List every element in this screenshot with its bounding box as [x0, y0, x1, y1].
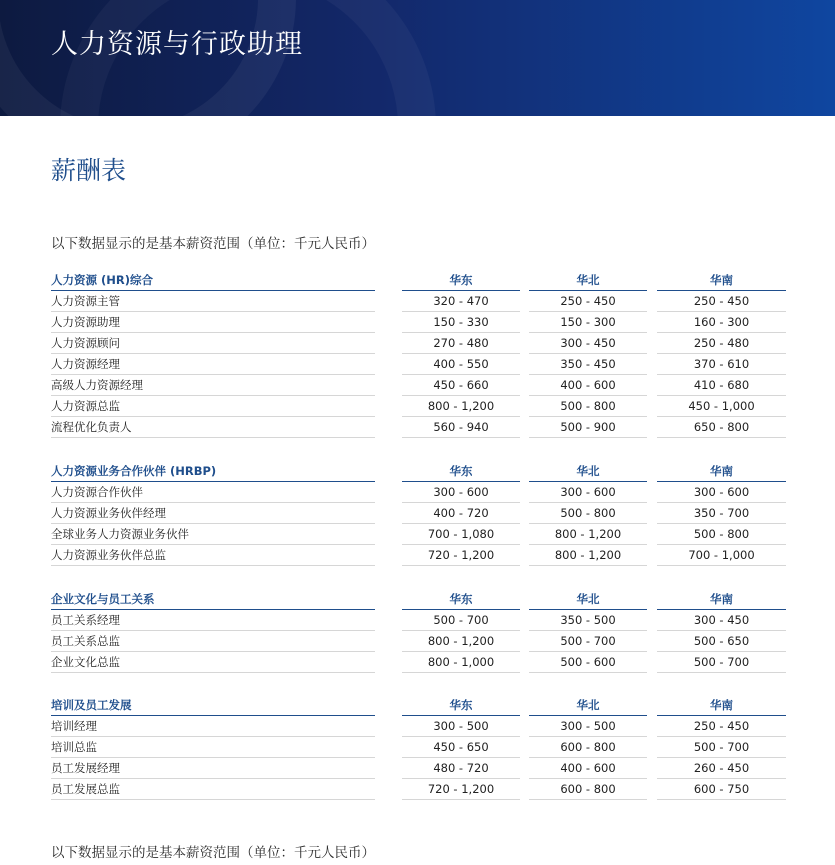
- salary-range: 300 - 600: [529, 483, 647, 503]
- region-header: 华东: [402, 590, 520, 610]
- salary-range: 250 - 450: [657, 717, 786, 737]
- salary-range: 150 - 300: [529, 313, 647, 333]
- region-header: 华南: [657, 462, 786, 482]
- salary-range: 500 - 800: [529, 397, 647, 417]
- category-heading: 人力资源业务合作伙伴 (HRBP): [51, 462, 375, 482]
- salary-range: 300 - 500: [529, 717, 647, 737]
- salary-range: 450 - 660: [402, 376, 520, 396]
- role-name: 员工发展总监: [51, 780, 375, 800]
- salary-range: 410 - 680: [657, 376, 786, 396]
- salary-range: 500 - 800: [657, 525, 786, 545]
- table-row: [51, 525, 786, 546]
- salary-range: 250 - 450: [529, 292, 647, 312]
- role-name: 人力资源经理: [51, 355, 375, 375]
- salary-range: 350 - 450: [529, 355, 647, 375]
- table-header-row: [51, 590, 786, 611]
- role-name: 人力资源业务伙伴总监: [51, 546, 375, 566]
- salary-table-culture-relations: [51, 590, 786, 674]
- region-header: 华北: [529, 271, 647, 291]
- salary-range: 600 - 750: [657, 780, 786, 800]
- role-name: 全球业务人力资源业务伙伴: [51, 525, 375, 545]
- role-name: 人力资源顾问: [51, 334, 375, 354]
- role-name: 人力资源主管: [51, 292, 375, 312]
- salary-range: 400 - 600: [529, 376, 647, 396]
- role-name: 人力资源业务伙伴经理: [51, 504, 375, 524]
- salary-range: 500 - 700: [402, 611, 520, 631]
- salary-range: 500 - 700: [657, 738, 786, 758]
- salary-range: 500 - 900: [529, 418, 647, 438]
- category-heading: 人力资源 (HR)综合: [51, 271, 375, 291]
- table-row: [51, 334, 786, 355]
- salary-table-hr-general: [51, 271, 786, 439]
- salary-range: 600 - 800: [529, 738, 647, 758]
- banner-title: 人力资源与行政助理: [51, 29, 303, 60]
- salary-range: 800 - 1,000: [402, 653, 520, 673]
- table-row: [51, 504, 786, 525]
- salary-range: 350 - 500: [529, 611, 647, 631]
- table-row: [51, 483, 786, 504]
- table-header-row: [51, 462, 786, 483]
- salary-range: 150 - 330: [402, 313, 520, 333]
- table-row: [51, 611, 786, 632]
- role-name: 员工发展经理: [51, 759, 375, 779]
- region-header: 华北: [529, 696, 647, 716]
- salary-range: 500 - 800: [529, 504, 647, 524]
- table-row: [51, 780, 786, 801]
- table-row: [51, 759, 786, 780]
- role-name: 人力资源助理: [51, 313, 375, 333]
- salary-range: 500 - 700: [657, 653, 786, 673]
- role-name: 员工关系经理: [51, 611, 375, 631]
- role-name: 培训经理: [51, 717, 375, 737]
- salary-range: 720 - 1,200: [402, 546, 520, 566]
- role-name: 流程优化负责人: [51, 418, 375, 438]
- table-row: [51, 632, 786, 653]
- salary-range: 370 - 610: [657, 355, 786, 375]
- salary-range: 350 - 700: [657, 504, 786, 524]
- salary-range: 800 - 1,200: [529, 525, 647, 545]
- table-row: [51, 738, 786, 759]
- salary-range: 400 - 550: [402, 355, 520, 375]
- salary-range: 700 - 1,000: [657, 546, 786, 566]
- salary-range: 300 - 450: [529, 334, 647, 354]
- table-row: [51, 546, 786, 567]
- category-heading: 培训及员工发展: [51, 696, 375, 716]
- salary-range: 300 - 600: [657, 483, 786, 503]
- region-header: 华北: [529, 590, 647, 610]
- category-heading: 企业文化与员工关系: [51, 590, 375, 610]
- region-header: 华南: [657, 271, 786, 291]
- salary-range: 400 - 720: [402, 504, 520, 524]
- salary-range: 450 - 1,000: [657, 397, 786, 417]
- salary-range: 500 - 600: [529, 653, 647, 673]
- salary-table-training-development: [51, 696, 786, 801]
- salary-range: 560 - 940: [402, 418, 520, 438]
- salary-range: 800 - 1,200: [402, 632, 520, 652]
- salary-range: 480 - 720: [402, 759, 520, 779]
- role-name: 企业文化总监: [51, 653, 375, 673]
- intro-text: 以下数据显示的是基本薪资范围（单位：千元人民币）: [51, 236, 375, 252]
- role-name: 培训总监: [51, 738, 375, 758]
- salary-range: 700 - 1,080: [402, 525, 520, 545]
- salary-range: 300 - 450: [657, 611, 786, 631]
- table-row: [51, 376, 786, 397]
- table-row: [51, 292, 786, 313]
- salary-range: 300 - 600: [402, 483, 520, 503]
- table-row: [51, 313, 786, 334]
- salary-range: 500 - 700: [529, 632, 647, 652]
- region-header: 华东: [402, 462, 520, 482]
- section-title: 薪酬表: [51, 156, 127, 185]
- region-header: 华东: [402, 696, 520, 716]
- table-row: [51, 397, 786, 418]
- role-name: 员工关系总监: [51, 632, 375, 652]
- region-header: 华南: [657, 696, 786, 716]
- table-header-row: [51, 271, 786, 292]
- salary-range: 400 - 600: [529, 759, 647, 779]
- header-banner: [0, 0, 835, 116]
- table-row: [51, 653, 786, 674]
- table-row: [51, 418, 786, 439]
- salary-table-hrbp: [51, 462, 786, 567]
- salary-range: 650 - 800: [657, 418, 786, 438]
- salary-range: 160 - 300: [657, 313, 786, 333]
- region-header: 华北: [529, 462, 647, 482]
- salary-range: 450 - 650: [402, 738, 520, 758]
- region-header: 华东: [402, 271, 520, 291]
- salary-range: 500 - 650: [657, 632, 786, 652]
- salary-range: 800 - 1,200: [402, 397, 520, 417]
- salary-range: 250 - 450: [657, 292, 786, 312]
- region-header: 华南: [657, 590, 786, 610]
- role-name: 高级人力资源经理: [51, 376, 375, 396]
- salary-range: 800 - 1,200: [529, 546, 647, 566]
- table-header-row: [51, 696, 786, 717]
- salary-range: 300 - 500: [402, 717, 520, 737]
- salary-range: 720 - 1,200: [402, 780, 520, 800]
- table-row: [51, 355, 786, 376]
- salary-range: 260 - 450: [657, 759, 786, 779]
- role-name: 人力资源合作伙伴: [51, 483, 375, 503]
- salary-range: 600 - 800: [529, 780, 647, 800]
- salary-range: 270 - 480: [402, 334, 520, 354]
- table-row: [51, 717, 786, 738]
- salary-range: 320 - 470: [402, 292, 520, 312]
- footer-intro-text: 以下数据显示的是基本薪资范围（单位：千元人民币）: [51, 845, 375, 861]
- salary-range: 250 - 480: [657, 334, 786, 354]
- role-name: 人力资源总监: [51, 397, 375, 417]
